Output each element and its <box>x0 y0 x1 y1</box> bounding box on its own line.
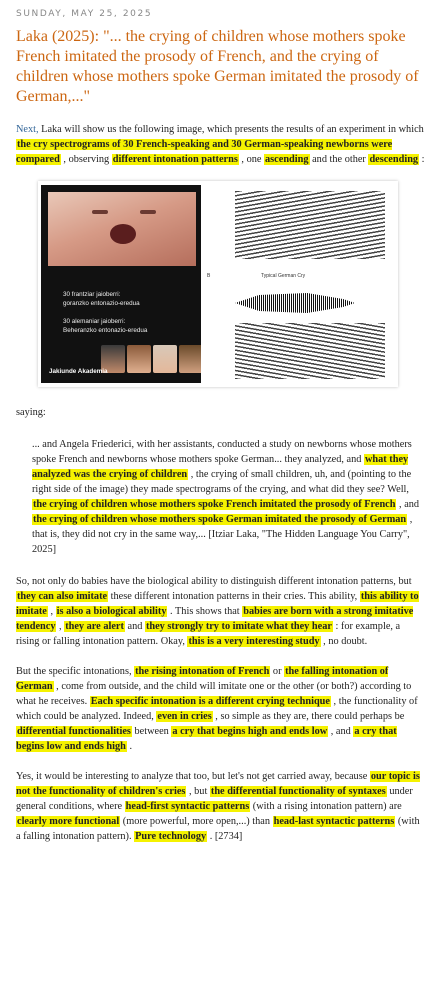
highlight: what they analyzed was the crying of children <box>32 454 409 480</box>
panel-b-label: B <box>207 273 211 279</box>
highlight: Pure technology <box>135 831 207 842</box>
blockquote: ... and Angela Friederici, with her assistants, conducted a study on newborns whose mothers spoke French and newborns whose mothers spoke German... they analyzed, and what they analyzed was the crying of children , the crying of small children, uh, and (pointing to the right side of the image) they made spectrograms of the crying, and what did they see? Well, the crying of children whose mothers spoke French imitated the prosody of French , and the crying of children whose mothers spoke German imitated the prosody of German , that is, they did not cry in the same way,... [Itziar Laka, "The Hidden Language You Carry", 2025] <box>32 439 420 555</box>
intro-paragraph: Next, Laka will show us the following image, which presents the results of an experiment in which the cry spectrograms of 30 French-speaking and 30 German-speaking newborns were compared , observing different intonation patterns , one ascending and the other descending : <box>16 124 425 165</box>
participant-thumbnail <box>179 345 203 373</box>
body-paragraph: So, not only do babies have the biological ability to distinguish different intonation patterns, but they can also imitate these different intonation patterns in their cries. This ability, this ability to imitate , is also a biological ability . This shows that babies are born with a strong imitative tendency , they are alert and they strongly try to imitate what they hear : for example, a rising or falling intonation pattern. Okay, this is a very interesting study , no doubt. <box>16 576 419 647</box>
highlight: this ability to imitate <box>16 591 419 617</box>
saying-text: saying: <box>16 407 46 418</box>
highlight: even in cries <box>157 711 212 722</box>
body-paragraph: Yes, it would be interesting to analyze that too, but let's not get carried away, because our topic is not the functionality of children's cries , but the differential functionality of syntaxes under general conditions, where head-first syntactic patterns (with a rising intonation pattern) are clearly more functional (more powerful, more open,...) than head-last syntactic patterns (with a falling intonation pattern). Pure technology . [2734] <box>16 771 420 842</box>
highlight: different intonation patterns <box>112 154 238 165</box>
highlight: clearly more functional <box>17 816 120 827</box>
highlight: our topic is not the functionality of children's cries <box>16 771 420 797</box>
german-waveform <box>235 293 355 313</box>
highlight: the rising intonation of French <box>135 666 270 677</box>
highlight: descending <box>369 154 419 165</box>
german-cry-label: Typical German Cry <box>261 273 306 279</box>
highlight: head-last syntactic patterns <box>273 816 395 827</box>
crying-baby-photo <box>48 192 196 266</box>
highlight: this is a very interesting study <box>188 636 320 647</box>
highlight: they are alert <box>65 621 124 632</box>
next-link[interactable]: Next, <box>16 124 39 135</box>
highlight: the crying of children whose mothers spoke German imitated the prosody of German <box>33 514 407 525</box>
highlight: head-first syntactic patterns <box>125 801 250 812</box>
highlight: Each specific intonation is a different crying technique <box>90 696 330 707</box>
highlight: the falling intonation of German <box>16 666 389 692</box>
highlight: a cry that begins high and ends low <box>172 726 328 737</box>
video-participants <box>101 345 203 373</box>
participant-thumbnail <box>127 345 151 373</box>
french-spectrogram <box>235 191 385 259</box>
highlight: babies are born with a strong imitative tendency <box>16 606 414 632</box>
highlight: they can also imitate <box>17 591 108 602</box>
highlight: ascending <box>265 154 309 165</box>
highlight: a cry that begins low and ends high <box>16 726 397 752</box>
highlight: they strongly try to imitate what they hear <box>145 621 332 632</box>
spectrogram-panel <box>201 185 395 383</box>
highlight: differential functionalities <box>17 726 131 737</box>
german-caption: 30 alemaniar jaioberri: Beheranzko entonazio-eredua <box>63 318 148 334</box>
presentation-slide <box>41 185 395 383</box>
highlight: is also a biological ability <box>56 606 167 617</box>
spectrogram-figure[interactable] <box>38 181 398 387</box>
participant-thumbnail <box>153 345 177 373</box>
highlight: the differential functionality of syntaxes <box>210 786 386 797</box>
post-date: SUNDAY, MAY 25, 2025 <box>16 9 153 19</box>
highlight: the crying of children whose mothers spoke French imitated the prosody of French <box>33 499 396 510</box>
french-caption: 30 frantziar jaioberri: goranzko entonazio-eredua <box>63 291 140 307</box>
body-paragraph: But the specific intonations, the rising intonation of French or the falling intonation of German , come from outside, and the child will imitate one or the other (or both?) according to what he receives. Each specific intonation is a different crying technique , the functionality of which could be analyzed. Indeed, even in cries , so simple as they are, there could perhaps be differential functionalities between a cry that begins high and ends low , and a cry that begins low and ends high . <box>16 666 418 752</box>
post-title[interactable]: Laka (2025): "... the crying of children whose mothers spoke French imitated the prosody of French, and the crying of children whose mothers spoke German imitated the prosody of German,..." <box>16 28 419 105</box>
slide-watermark: Jakiunde Akademia <box>49 368 108 375</box>
highlight: the cry spectrograms of 30 French-speaking and 30 German-speaking newborns were compared <box>16 139 393 165</box>
german-spectrogram <box>235 323 385 379</box>
